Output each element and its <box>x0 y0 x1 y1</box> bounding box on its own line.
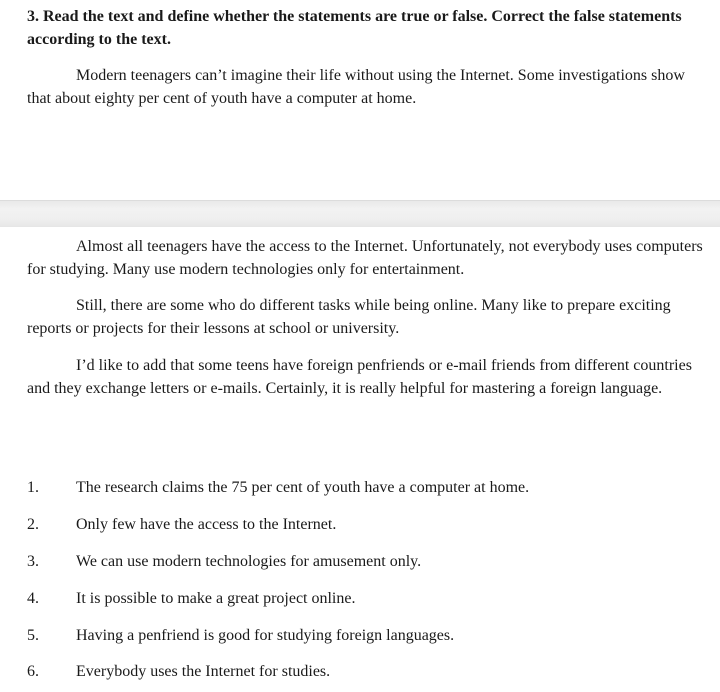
page-separator <box>0 200 720 227</box>
statement-item <box>27 544 707 581</box>
statement-number: 3. <box>27 552 39 570</box>
text-paragraph-1: Modern teenagers can’t imagine their life without using the Internet. Some investigations show that about eighty per cent of youth have a computer at home. <box>27 67 685 107</box>
statement-item <box>27 654 707 691</box>
statement-text: We can use modern technologies for amusement only. <box>76 552 422 570</box>
statement-text: Everybody uses the Internet for studies. <box>76 663 331 681</box>
statement-item <box>27 617 707 654</box>
statement-text: It is possible to make a great project online. <box>76 589 356 607</box>
statement-number: 5. <box>27 626 39 644</box>
statement-number: 4. <box>27 589 39 607</box>
task-heading: 3. Read the text and define whether the statements are true or false. Correct the false statements according to the text. <box>27 8 682 48</box>
statement-item <box>27 507 707 544</box>
statement-number: 2. <box>27 516 39 534</box>
text-paragraph-3: Still, there are some who do different tasks while being online. Many like to prepare exciting reports or projects for their lessons at school or university. <box>27 297 671 337</box>
statement-text: The research claims the 75 per cent of youth have a computer at home. <box>76 479 530 497</box>
statement-number: 1. <box>27 479 39 497</box>
statement-number: 6. <box>27 663 39 681</box>
statements-list <box>27 470 707 691</box>
text-paragraph-4: I’d like to add that some teens have foreign penfriends or e-mail friends from different countries and they exchange letters or e-mails. Certainly, it is really helpful for mastering a foreign language. <box>27 357 692 397</box>
statement-item <box>27 580 707 617</box>
text-paragraph-2: Almost all teenagers have the access to the Internet. Unfortunately, not everybody uses computers for studying. Many use modern technologies only for entertainment. <box>27 238 703 278</box>
statement-item <box>27 470 707 507</box>
statement-text: Having a penfriend is good for studying foreign languages. <box>76 626 455 644</box>
statement-text: Only few have the access to the Internet. <box>76 516 337 534</box>
